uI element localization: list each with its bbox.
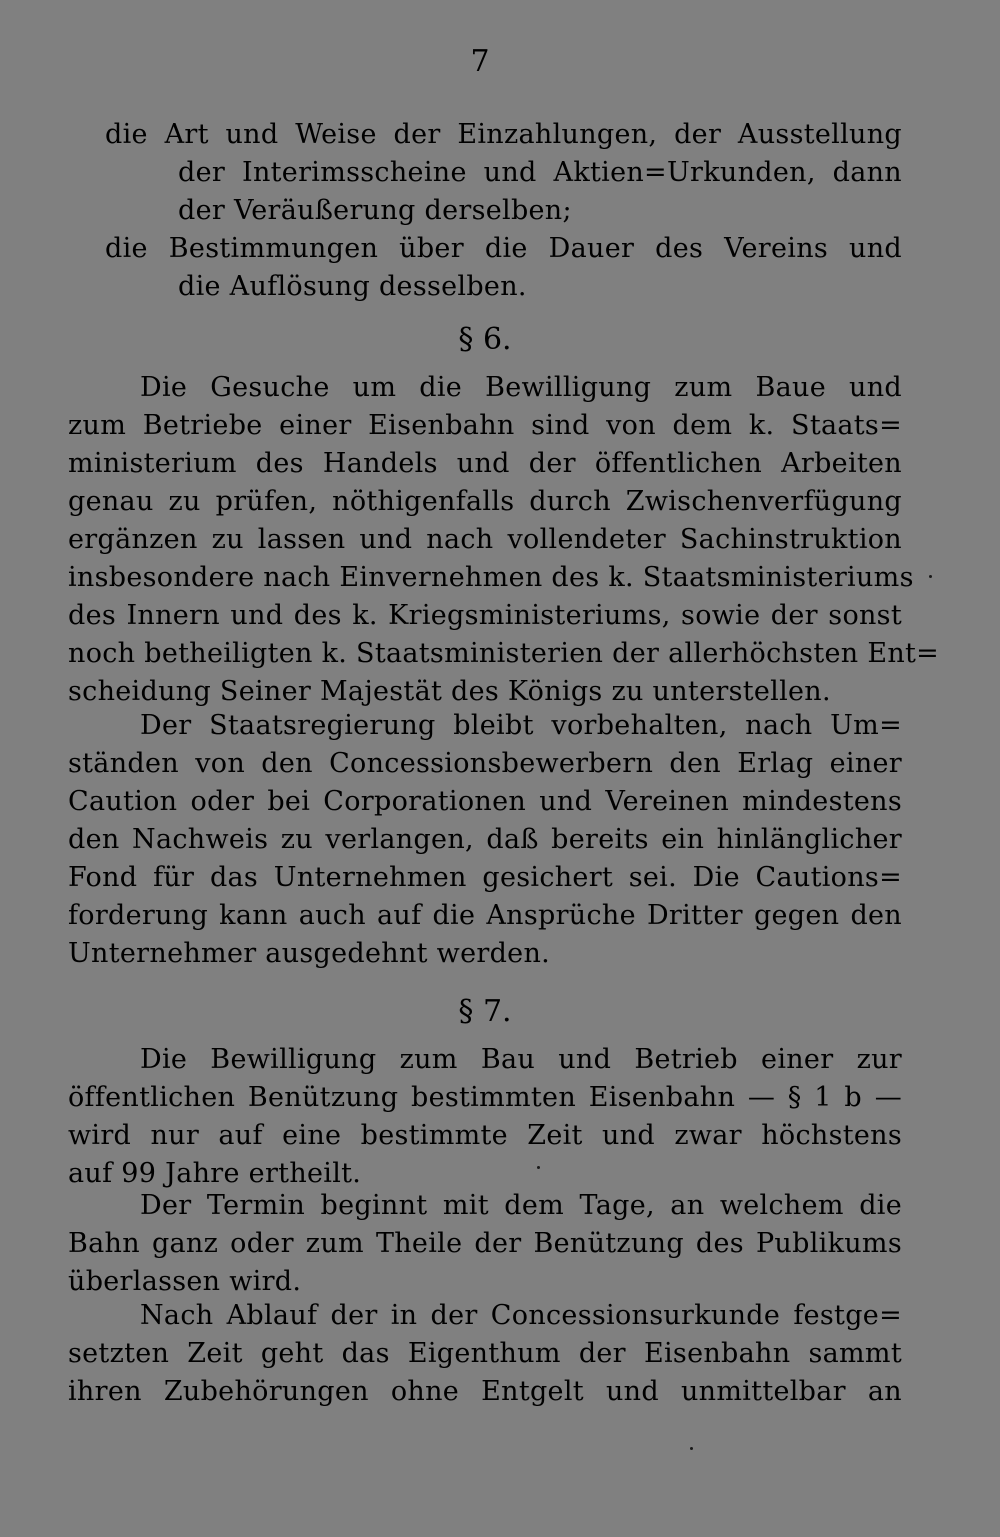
section-6-p1-line: des Innern und des k. Kriegsministeriums, sowie der sonst [68, 600, 902, 631]
section-7-p3-line: ihren Zubehörungen ohne Entgelt und unmittelbar an [68, 1376, 902, 1407]
scan-speck [929, 575, 932, 578]
section-6-p1-line: genau zu prüfen, nöthigenfalls durch Zwischenverfügung [68, 486, 902, 517]
section-7-p2-line: überlassen wird. [68, 1266, 302, 1297]
list-item-1-line-2: der Interimsscheine und Aktien=Urkunden, dann [178, 157, 902, 188]
section-7-p1-line: öffentlichen Benützung bestimmten Eisenbahn — § 1 b — [68, 1082, 902, 1113]
section-7-p1-line: Die Bewilligung zum Bau und Betrieb einer zur [140, 1044, 902, 1075]
section-7-heading: § 7. [458, 994, 512, 1029]
section-7-p1-line: wird nur auf eine bestimmte Zeit und zwar höchstens [68, 1120, 902, 1151]
section-6-p2-line: Caution oder bei Corporationen und Vereinen mindestens [68, 786, 902, 817]
section-7-p3-line: Nach Ablauf der in der Concessionsurkunde festge= [140, 1300, 902, 1331]
section-6-p2-line: Unternehmer ausgedehnt werden. [68, 938, 551, 969]
section-6-p2-line: ständen von den Concessionsbewerbern den Erlag einer [68, 748, 902, 779]
list-item-2-line-2: die Auflösung desselben. [178, 271, 527, 302]
section-6-p1-line: ergänzen zu lassen und nach vollendeter Sachinstruktion [68, 524, 902, 555]
section-7-p1-line: auf 99 Jahre ertheilt. [68, 1158, 362, 1189]
section-6-p2-line: Fond für das Unternehmen gesichert sei. Die Cautions= [68, 862, 902, 893]
scan-speck [537, 1166, 540, 1169]
list-item-1-line-3: der Veräußerung derselben; [178, 195, 572, 226]
section-6-p1-line: scheidung Seiner Majestät des Königs zu unterstellen. [68, 676, 831, 707]
section-6-p1-line: zum Betriebe einer Eisenbahn sind von dem k. Staats= [68, 410, 902, 441]
section-6-p1-line: ministerium des Handels und der öffentlichen Arbeiten [68, 448, 902, 479]
section-6-p1-line: insbesondere nach Einvernehmen des k. Staatsministeriums [68, 562, 914, 593]
list-item-1-line-1: die Art und Weise der Einzahlungen, der Ausstellung [105, 119, 902, 150]
scan-speck [690, 1447, 693, 1450]
section-6-p1-line: noch betheiligten k. Staatsministerien der allerhöchsten Ent= [68, 638, 940, 669]
section-6-heading: § 6. [458, 322, 512, 357]
section-6-p2-line: Der Staatsregierung bleibt vorbehalten, nach Um= [140, 710, 902, 741]
section-6-p2-line: forderung kann auch auf die Ansprüche Dritter gegen den [68, 900, 902, 931]
section-7-p2-line: Bahn ganz oder zum Theile der Benützung des Publikums [68, 1228, 902, 1259]
list-item-2-line-1: die Bestimmungen über die Dauer des Vereins und [105, 233, 902, 264]
section-7-p3-line: setzten Zeit geht das Eigenthum der Eisenbahn sammt [68, 1338, 902, 1369]
page-number: 7 [470, 44, 490, 79]
section-6-p1-line: Die Gesuche um die Bewilligung zum Baue und [140, 372, 902, 403]
section-7-p2-line: Der Termin beginnt mit dem Tage, an welchem die [140, 1190, 902, 1221]
section-6-p2-line: den Nachweis zu verlangen, daß bereits ein hinlänglicher [68, 824, 902, 855]
